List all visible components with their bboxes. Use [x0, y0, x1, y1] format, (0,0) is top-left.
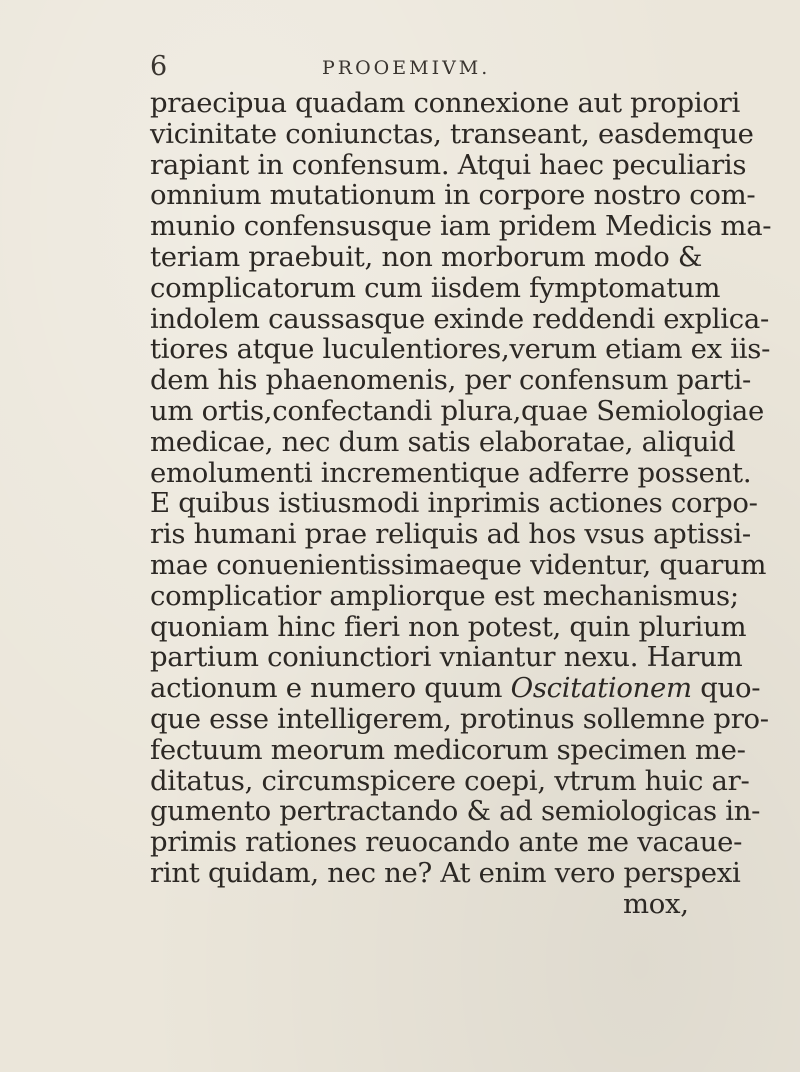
text-line: dem his phaenomenis, per confensum parti-	[150, 364, 751, 397]
page-number: 6	[150, 51, 168, 82]
text-line: ris humani prae reliquis ad hos vsus aptissi-	[150, 518, 751, 551]
catchword: mox,	[623, 887, 689, 920]
text-line: partium coniunctiori vniantur nexu. Harum	[150, 641, 743, 674]
text-line: praecipua quadam connexione aut propiori	[150, 87, 740, 119]
text-line: gumento pertractando & ad semiologicas in-	[150, 795, 761, 828]
text-line: primis rationes reuocando ante me vacaue-	[150, 826, 743, 859]
italic-term: Oscitationem	[510, 672, 692, 705]
text-line: complicatior ampliorque est mechanismus;	[150, 579, 739, 612]
text-line: ditatus, circumspicere coepi, vtrum huic ar-	[150, 764, 750, 797]
text-line: medicae, nec dum satis elaboratae, aliquid	[150, 425, 736, 458]
text-line: mae conuenientissimaeque videntur, quarum	[150, 548, 767, 581]
text-line: emolumenti incrementique adferre possent.	[150, 456, 752, 489]
text-line: tiores atque luculentiores,verum etiam ex iis-	[150, 333, 771, 366]
text-line: munio confensusque iam pridem Medicis ma-	[150, 210, 772, 243]
running-head-title: PROOEMIVM.	[322, 57, 491, 79]
text-line: fectuum meorum medicorum specimen me-	[150, 733, 746, 766]
running-head	[0, 52, 800, 82]
text-line: vicinitate coniunctas, transeant, easdemque	[150, 117, 754, 150]
text-line: omnium mutationum in corpore nostro com-	[150, 179, 756, 212]
text-line: rapiant in confensum. Atqui haec peculiaris	[150, 148, 747, 181]
text-line: teriam praebuit, non morborum modo &	[150, 240, 703, 273]
text-line: rint quidam, nec ne? At enim vero perspexi	[150, 856, 741, 889]
text-line: actionum e numero quum Oscitationem quo-	[150, 672, 761, 705]
body-text	[150, 88, 790, 920]
text-line: quoniam hinc fieri non potest, quin plurium	[150, 610, 747, 643]
text-line: E quibus istiusmodi inprimis actiones corpo-	[150, 487, 758, 520]
text-line: complicatorum cum iisdem fymptomatum	[150, 271, 721, 304]
text-line: indolem caussasque exinde reddendi explica-	[150, 302, 769, 335]
text-line: um ortis,confectandi plura,quae Semiologiae	[150, 394, 764, 427]
text-line: que esse intelligerem, protinus sollemne pro-	[150, 702, 769, 735]
